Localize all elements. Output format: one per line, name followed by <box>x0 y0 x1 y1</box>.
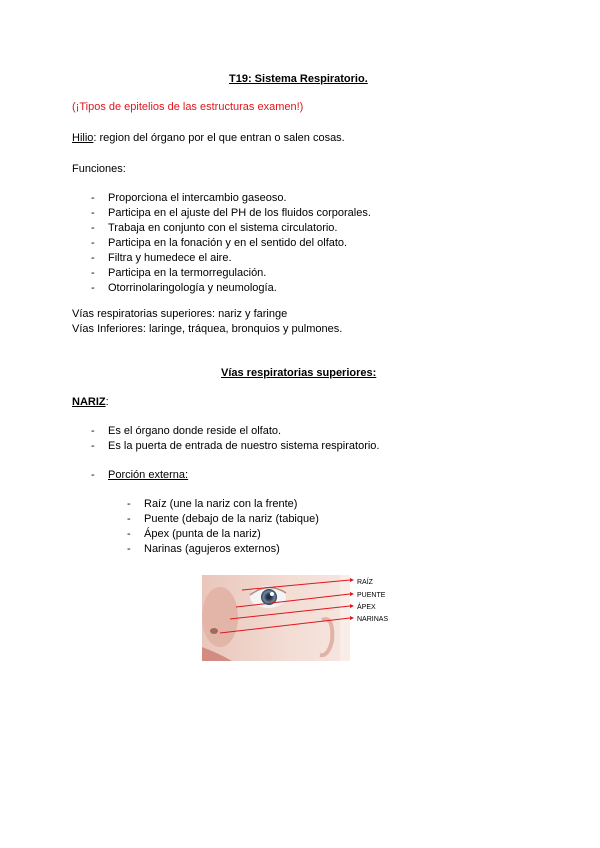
arrow-head-apex <box>350 604 354 608</box>
bullet-dash: - <box>127 543 131 555</box>
eye-highlight <box>270 592 274 596</box>
nose-shape <box>202 587 238 647</box>
funcion-item: Filtra y humedece el aire. <box>108 252 232 264</box>
nariz-item: Es el órgano donde reside el olfato. <box>108 425 282 437</box>
funcion-item: Participa en la termorregulación. <box>108 267 267 279</box>
bullet-dash: - <box>91 192 95 204</box>
nariz-term: NARIZ <box>72 396 106 408</box>
label-puente: PUENTE <box>357 592 386 599</box>
nariz-heading <box>72 396 109 409</box>
porcion-item: Narinas (agujeros externos) <box>144 543 280 555</box>
nariz-item: Es la puerta de entrada de nuestro sistema respiratorio. <box>108 440 380 452</box>
porcion-item: Raíz (une la nariz con la frente) <box>144 498 298 510</box>
vias-inferiores: Vías Inferiores: laringe, tráquea, bronquios y pulmones. <box>72 323 343 335</box>
hilio-definition <box>72 132 345 145</box>
hilio-term: Hilio <box>72 132 94 144</box>
vias-superiores: Vías respiratorias superiores: nariz y faringe <box>72 308 288 320</box>
nose-diagram <box>202 575 402 661</box>
porcion-item: Ápex (punta de la nariz) <box>144 528 261 540</box>
bullet-dash: - <box>91 440 95 452</box>
bullet-dash: - <box>91 252 95 264</box>
funcion-item: Participa en el ajuste del PH de los fluidos corporales. <box>108 207 371 219</box>
label-apex: ÁPEX <box>357 604 376 611</box>
bullet-dash: - <box>91 222 95 234</box>
bullet-dash: - <box>91 282 95 294</box>
exam-note: (¡Tipos de epitelios de las estructuras examen!) <box>72 101 304 113</box>
bullet-dash: - <box>91 207 95 219</box>
bullet-dash: - <box>127 513 131 525</box>
porcion-item: Puente (debajo de la nariz (tabique) <box>144 513 319 525</box>
page-title: T19: Sistema Respiratorio. <box>229 73 368 85</box>
funcion-item: Trabaja en conjunto con el sistema circulatorio. <box>108 222 338 234</box>
bullet-dash: - <box>91 237 95 249</box>
bullet-dash: - <box>91 469 95 481</box>
nariz-colon: : <box>105 396 109 408</box>
funcion-item: Participa en la fonación y en el sentido del olfato. <box>108 237 348 249</box>
arrow-head-puente <box>350 592 354 596</box>
arrow-head-raiz <box>350 578 354 582</box>
nostril <box>210 628 218 634</box>
label-narinas: NARINAS <box>357 616 389 623</box>
label-raiz: RAÍZ <box>357 579 373 586</box>
bullet-dash: - <box>91 267 95 279</box>
funcion-item: Proporciona el intercambio gaseoso. <box>108 192 287 204</box>
section-title: Vías respiratorias superiores: <box>221 367 377 379</box>
bullet-dash: - <box>127 528 131 540</box>
porcion-externa-label: Porción externa: <box>108 469 189 481</box>
funcion-item: Otorrinolaringología y neumología. <box>108 282 277 294</box>
arrow-head-narinas <box>350 616 354 620</box>
bullet-dash: - <box>127 498 131 510</box>
bullet-dash: - <box>91 425 95 437</box>
funciones-heading: Funciones: <box>72 163 126 175</box>
hilio-text: : region del órgano por el que entran o salen cosas. <box>93 132 345 144</box>
